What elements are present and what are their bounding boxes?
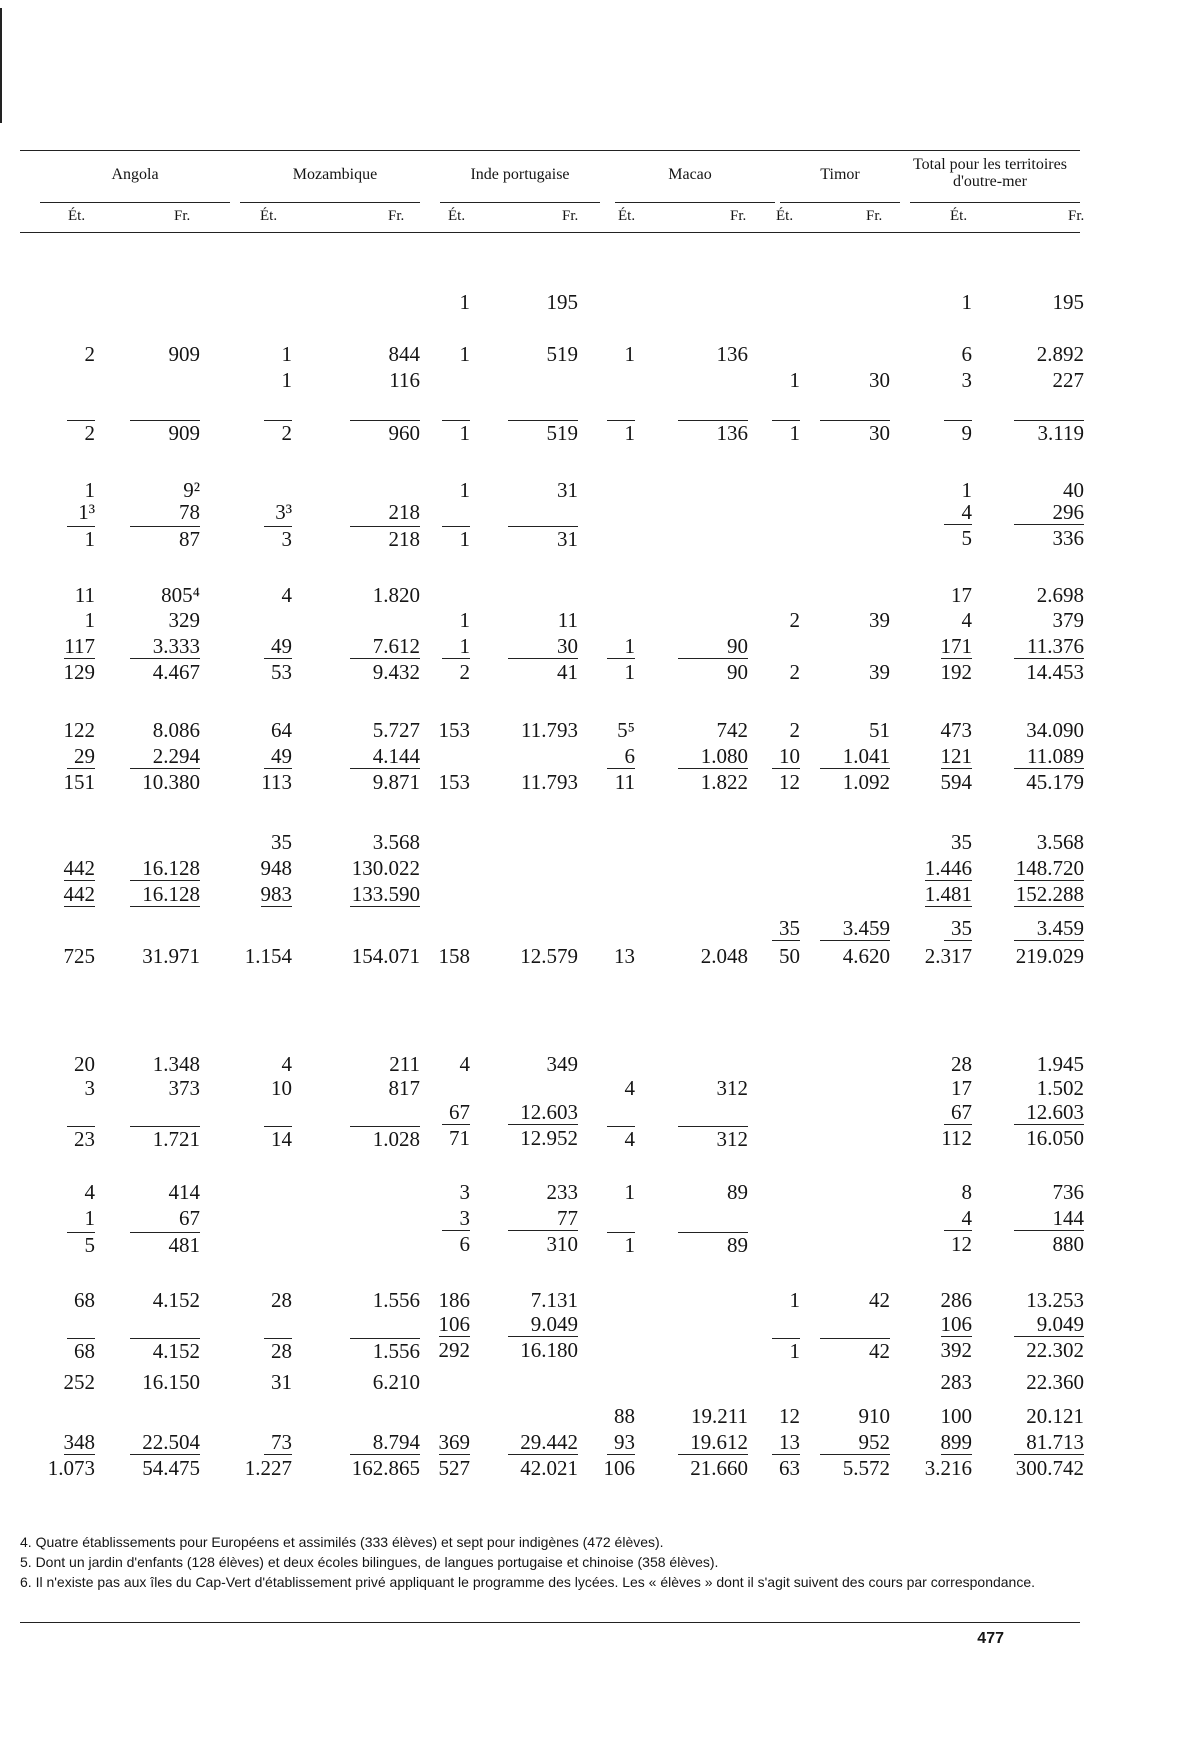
amount-cell: 22.302: [1026, 1338, 1084, 1362]
count-cell: 2: [264, 420, 292, 445]
count-cell: 1: [607, 634, 635, 659]
count-cell: 12: [779, 770, 800, 794]
count-cell: 71: [449, 1126, 470, 1150]
count-cell: 1: [961, 478, 972, 502]
count-cell: 473: [940, 718, 972, 742]
amount-cell: 1.348: [152, 1052, 200, 1076]
margin-mark: [0, 8, 2, 123]
count-cell: 527: [438, 1456, 470, 1480]
count-cell: 122: [63, 718, 95, 742]
amount-cell: 116: [389, 368, 420, 392]
count-cell: 4: [624, 1076, 635, 1100]
amount-cell: 133.590: [351, 882, 420, 906]
count-cell: 283: [940, 1370, 972, 1394]
count-cell: 53: [271, 660, 292, 684]
amount-cell: 2.698: [1036, 583, 1084, 607]
count-cell: 369: [438, 1430, 470, 1454]
count-cell: 68: [67, 1338, 95, 1363]
count-cell: 2: [84, 342, 95, 366]
amount-cell: 16.128: [130, 856, 200, 881]
amount-cell: 130.022: [351, 856, 420, 880]
amount-cell: 31: [557, 478, 578, 502]
count-cell: 1.073: [47, 1456, 95, 1480]
count-cell: 12: [779, 1404, 800, 1428]
count-cell: 948: [260, 856, 292, 880]
count-cell: 23: [67, 1126, 95, 1151]
count-cell: 67: [944, 1100, 972, 1125]
amount-cell: 77: [508, 1206, 578, 1231]
amount-cell: 519: [508, 420, 578, 445]
amount-cell: 296: [1014, 500, 1084, 525]
amount-cell: 16.150: [142, 1370, 200, 1394]
amount-cell: 1.028: [350, 1126, 420, 1151]
count-cell: 13: [772, 1430, 800, 1455]
amount-cell: 11: [557, 608, 578, 632]
count-cell: 171: [940, 634, 972, 658]
amount-cell: 31: [508, 526, 578, 551]
col-inde: Inde portugaise: [470, 166, 570, 183]
count-cell: 192: [940, 660, 972, 684]
amount-cell: 152.288: [1015, 882, 1084, 906]
count-cell: 11: [74, 583, 95, 607]
amount-cell: 1.502: [1036, 1076, 1084, 1100]
count-cell: 3: [961, 368, 972, 392]
amount-cell: 54.475: [142, 1456, 200, 1480]
count-cell: 1.227: [244, 1456, 292, 1480]
amount-cell: 9.049: [1014, 1312, 1084, 1337]
amount-cell: 1.080: [678, 744, 748, 769]
count-cell: 1.446: [924, 856, 972, 880]
amount-cell: 909: [168, 342, 200, 366]
amount-cell: 13.253: [1026, 1288, 1084, 1312]
count-cell: 153: [438, 770, 470, 794]
count-cell: 1: [442, 634, 470, 659]
count-cell: 1.481: [924, 882, 972, 906]
count-cell: 100: [940, 1404, 972, 1428]
count-cell: 1: [961, 290, 972, 314]
count-cell: 3.216: [924, 1456, 972, 1480]
amount-cell: 742: [716, 718, 748, 742]
amount-cell: 5.727: [372, 718, 420, 742]
count-cell: 28: [271, 1288, 292, 1312]
amount-cell: 42: [820, 1338, 890, 1363]
amount-cell: 20.121: [1026, 1404, 1084, 1428]
amount-cell: 42.021: [520, 1456, 578, 1480]
amount-cell: 1.822: [700, 770, 748, 794]
group-rule: [615, 202, 775, 203]
count-cell: 1: [789, 368, 800, 392]
count-cell: 1: [624, 1180, 635, 1204]
amount-cell: 30: [508, 634, 578, 659]
count-cell: 5⁵: [617, 718, 635, 742]
count-cell: 158: [438, 944, 470, 968]
count-cell: 1³: [78, 500, 95, 524]
amount-cell: 844: [388, 342, 420, 366]
count-cell: 2: [459, 660, 470, 684]
amount-cell: 4.152: [130, 1338, 200, 1363]
sub-fr: Fr.: [562, 208, 579, 224]
count-cell: 35: [944, 916, 972, 941]
amount-cell: 41: [557, 660, 578, 684]
amount-cell: 2.294: [130, 744, 200, 769]
count-cell: 442: [63, 882, 95, 906]
count-cell: 112: [941, 1126, 972, 1150]
count-cell: 1: [624, 660, 635, 684]
group-rule: [780, 202, 900, 203]
sub-et: Ét.: [618, 208, 636, 224]
count-cell: 1: [442, 526, 470, 551]
amount-cell: 195: [1052, 290, 1084, 314]
amount-cell: 373: [168, 1076, 200, 1100]
count-cell: 10: [772, 744, 800, 769]
count-cell: 12: [951, 1232, 972, 1256]
top-rule: [20, 150, 1080, 151]
count-cell: 1: [772, 1338, 800, 1363]
amount-cell: 40: [1063, 478, 1084, 502]
amount-cell: 21.660: [690, 1456, 748, 1480]
count-cell: 1: [459, 608, 470, 632]
count-cell: 49: [264, 744, 292, 769]
count-cell: 67: [442, 1100, 470, 1125]
amount-cell: 519: [546, 342, 578, 366]
amount-cell: 89: [727, 1180, 748, 1204]
amount-cell: 30: [820, 420, 890, 445]
amount-cell: 1.092: [842, 770, 890, 794]
count-cell: 153: [438, 718, 470, 742]
count-cell: 117: [64, 634, 95, 658]
count-cell: 186: [438, 1288, 470, 1312]
count-cell: 64: [271, 718, 292, 742]
amount-cell: 45.179: [1026, 770, 1084, 794]
page-number: 477: [977, 1630, 1004, 1647]
amount-cell: 233: [546, 1180, 578, 1204]
amount-cell: 10.380: [142, 770, 200, 794]
count-cell: 63: [779, 1456, 800, 1480]
count-cell: 11: [614, 770, 635, 794]
count-cell: 13: [614, 944, 635, 968]
count-cell: 35: [271, 830, 292, 854]
amount-cell: 16.128: [130, 882, 200, 907]
amount-cell: 12.579: [520, 944, 578, 968]
count-cell: 35: [772, 916, 800, 941]
sub-et: Ét.: [260, 208, 278, 224]
sub-et: Ét.: [950, 208, 968, 224]
amount-cell: 22.360: [1026, 1370, 1084, 1394]
group-rule: [440, 202, 600, 203]
amount-cell: 195: [546, 290, 578, 314]
count-cell: 1: [459, 342, 470, 366]
amount-cell: 22.504: [130, 1430, 200, 1455]
amount-cell: 910: [858, 1404, 890, 1428]
col-timor: Timor: [820, 166, 860, 183]
count-cell: 1: [624, 342, 635, 366]
count-cell: 4: [944, 1206, 972, 1231]
count-cell: 594: [940, 770, 972, 794]
amount-cell: 736: [1052, 1180, 1084, 1204]
amount-cell: 31.971: [142, 944, 200, 968]
count-cell: 5: [67, 1232, 95, 1257]
amount-cell: 211: [389, 1052, 420, 1076]
amount-cell: 78: [179, 500, 200, 524]
amount-cell: 9.432: [372, 660, 420, 684]
amount-cell: 19.211: [691, 1404, 748, 1428]
count-cell: 4: [944, 500, 972, 525]
count-cell: 9: [944, 420, 972, 445]
count-cell: 348: [63, 1430, 95, 1454]
amount-cell: 90: [727, 660, 748, 684]
amount-cell: 312: [716, 1076, 748, 1100]
count-cell: 31: [271, 1370, 292, 1394]
sub-fr: Fr.: [388, 208, 405, 224]
count-cell: 28: [264, 1338, 292, 1363]
col-angola: Angola: [111, 166, 159, 183]
count-cell: 73: [264, 1430, 292, 1455]
count-cell: 1: [67, 526, 95, 551]
amount-cell: 960: [350, 420, 420, 445]
sub-fr: Fr.: [174, 208, 191, 224]
amount-cell: 227: [1052, 368, 1084, 392]
amount-cell: 90: [678, 634, 748, 659]
sub-fr: Fr.: [1068, 208, 1085, 224]
amount-cell: 3.459: [1014, 916, 1084, 941]
amount-cell: 1.556: [350, 1338, 420, 1363]
amount-cell: 4.467: [152, 660, 200, 684]
amount-cell: 4.144: [350, 744, 420, 769]
count-cell: 151: [63, 770, 95, 794]
count-cell: 20: [74, 1052, 95, 1076]
amount-cell: 8.794: [350, 1430, 420, 1455]
amount-cell: 1.945: [1036, 1052, 1084, 1076]
count-cell: 49: [264, 634, 292, 659]
count-cell: 1: [772, 420, 800, 445]
count-cell: 4: [281, 583, 292, 607]
count-cell: 1: [84, 1206, 95, 1230]
count-cell: 8: [961, 1180, 972, 1204]
count-cell: 3: [84, 1076, 95, 1100]
count-cell: 4: [961, 608, 972, 632]
count-cell: 252: [63, 1370, 95, 1394]
amount-cell: 39: [869, 608, 890, 632]
count-cell: 17: [951, 583, 972, 607]
amount-cell: 87: [130, 526, 200, 551]
count-cell: 725: [63, 944, 95, 968]
count-cell: 2: [789, 660, 800, 684]
amount-cell: 11.793: [521, 718, 578, 742]
group-rule: [910, 202, 1080, 203]
amount-cell: 148.720: [1015, 856, 1084, 880]
count-cell: 392: [940, 1338, 972, 1362]
count-cell: 1: [281, 368, 292, 392]
amount-cell: 1.721: [130, 1126, 200, 1151]
count-cell: 3³: [275, 500, 292, 524]
amount-cell: 6.210: [372, 1370, 420, 1394]
amount-cell: 218: [350, 526, 420, 551]
count-cell: 3: [459, 1180, 470, 1204]
count-cell: 68: [74, 1288, 95, 1312]
amount-cell: 136: [678, 420, 748, 445]
count-cell: 35: [951, 830, 972, 854]
amount-cell: 329: [168, 608, 200, 632]
count-cell: 129: [63, 660, 95, 684]
count-cell: 6: [961, 342, 972, 366]
count-cell: 4: [459, 1052, 470, 1076]
count-cell: 2: [67, 420, 95, 445]
amount-cell: 34.090: [1026, 718, 1084, 742]
count-cell: 3: [264, 526, 292, 551]
count-cell: 1.154: [244, 944, 292, 968]
count-cell: 6: [607, 744, 635, 769]
amount-cell: 3.568: [372, 830, 420, 854]
group-rule: [40, 202, 230, 203]
count-cell: 983: [260, 882, 292, 906]
sub-fr: Fr.: [730, 208, 747, 224]
amount-cell: 30: [869, 368, 890, 392]
amount-cell: 310: [546, 1232, 578, 1256]
amount-cell: 19.612: [678, 1430, 748, 1455]
count-cell: 1: [607, 420, 635, 445]
amount-cell: 3.459: [820, 916, 890, 941]
amount-cell: 3.568: [1036, 830, 1084, 854]
amount-cell: 349: [546, 1052, 578, 1076]
amount-cell: 11.089: [1014, 744, 1084, 769]
amount-cell: 2.048: [700, 944, 748, 968]
sub-et: Ét.: [776, 208, 794, 224]
amount-cell: 312: [678, 1126, 748, 1151]
count-cell: 286: [940, 1288, 972, 1312]
amount-cell: 8.086: [152, 718, 200, 742]
count-cell: 14: [264, 1126, 292, 1151]
count-cell: 6: [459, 1232, 470, 1256]
amount-cell: 2.892: [1036, 342, 1084, 366]
count-cell: 2: [789, 608, 800, 632]
amount-cell: 1.041: [820, 744, 890, 769]
amount-cell: 300.742: [1015, 1456, 1084, 1480]
col-mozambique: Mozambique: [292, 166, 378, 183]
count-cell: 1: [442, 420, 470, 445]
amount-cell: 4.620: [842, 944, 890, 968]
amount-cell: 162.865: [351, 1456, 420, 1480]
count-cell: 1: [607, 1232, 635, 1257]
count-cell: 17: [951, 1076, 972, 1100]
amount-cell: 9.871: [372, 770, 420, 794]
sub-et: Ét.: [448, 208, 466, 224]
amount-cell: 11.793: [521, 770, 578, 794]
amount-cell: 89: [678, 1232, 748, 1257]
footnote: 6. Il n'existe pas aux îles du Cap-Vert d'établissement privé appliquant le programme des lycées. Les « élèves » dont il s'agit suivent des cours par correspondance.: [20, 1574, 1036, 1590]
amount-cell: 3.333: [130, 634, 200, 659]
amount-cell: 12.952: [520, 1126, 578, 1150]
count-cell: 1: [459, 478, 470, 502]
footnote: 5. Dont un jardin d'enfants (128 élèves) et deux écoles bilingues, de langues portugaise et chinoise (358 élèves).: [20, 1554, 719, 1570]
header-rule: [20, 232, 1080, 233]
sub-fr: Fr.: [866, 208, 883, 224]
count-cell: 2: [789, 718, 800, 742]
amount-cell: 9.049: [508, 1312, 578, 1337]
amount-cell: 218: [388, 500, 420, 524]
amount-cell: 7.131: [530, 1288, 578, 1312]
amount-cell: 817: [388, 1076, 420, 1100]
col-total: Total pour les territoires d'outre-mer: [913, 156, 1067, 190]
count-cell: 292: [438, 1338, 470, 1362]
amount-cell: 67: [179, 1206, 200, 1230]
count-cell: 442: [63, 856, 95, 880]
amount-cell: 29.442: [508, 1430, 578, 1455]
amount-cell: 136: [716, 342, 748, 366]
group-rule: [240, 202, 420, 203]
count-cell: 93: [607, 1430, 635, 1455]
amount-cell: 81.713: [1014, 1430, 1084, 1455]
count-cell: 50: [779, 944, 800, 968]
count-cell: 899: [940, 1430, 972, 1454]
count-cell: 106: [438, 1312, 470, 1336]
amount-cell: 39: [869, 660, 890, 684]
amount-cell: 909: [130, 420, 200, 445]
amount-cell: 12.603: [508, 1100, 578, 1125]
count-cell: 28: [951, 1052, 972, 1076]
amount-cell: 154.071: [351, 944, 420, 968]
count-cell: 1: [84, 608, 95, 632]
amount-cell: 144: [1014, 1206, 1084, 1231]
amount-cell: 16.180: [520, 1338, 578, 1362]
amount-cell: 5.572: [842, 1456, 890, 1480]
amount-cell: 1.556: [372, 1288, 420, 1312]
col-macao: Macao: [668, 166, 712, 183]
amount-cell: 7.612: [350, 634, 420, 659]
count-cell: 4: [84, 1180, 95, 1204]
count-cell: 106: [603, 1456, 635, 1480]
count-cell: 4: [607, 1126, 635, 1151]
amount-cell: 1.820: [372, 583, 420, 607]
amount-cell: 219.029: [1015, 944, 1084, 968]
footnote: 4. Quatre établissements pour Européens et assimilés (333 élèves) et sept pour indigènes (472 élèves).: [20, 1534, 664, 1550]
amount-cell: 51: [869, 718, 890, 742]
count-cell: 1: [281, 342, 292, 366]
count-cell: 106: [940, 1312, 972, 1336]
amount-cell: 11.376: [1014, 634, 1084, 659]
amount-cell: 4.152: [152, 1288, 200, 1312]
count-cell: 4: [281, 1052, 292, 1076]
bottom-rule: [20, 1622, 1080, 1623]
amount-cell: 481: [130, 1232, 200, 1257]
amount-cell: 12.603: [1014, 1100, 1084, 1125]
amount-cell: 805⁴: [161, 583, 200, 607]
count-cell: 10: [271, 1076, 292, 1100]
count-cell: 3: [442, 1206, 470, 1231]
count-cell: 1: [789, 1288, 800, 1312]
amount-cell: 414: [168, 1180, 200, 1204]
count-cell: 121: [940, 744, 972, 768]
count-cell: 113: [261, 770, 292, 794]
amount-cell: 14.453: [1026, 660, 1084, 684]
amount-cell: 880: [1052, 1232, 1084, 1256]
count-cell: 1: [459, 290, 470, 314]
sub-et: Ét.: [68, 208, 86, 224]
amount-cell: 9²: [183, 478, 200, 502]
count-cell: 2.317: [924, 944, 972, 968]
amount-cell: 379: [1052, 608, 1084, 632]
count-cell: 1: [84, 478, 95, 502]
count-cell: 88: [614, 1404, 635, 1428]
amount-cell: 16.050: [1026, 1126, 1084, 1150]
count-cell: 5: [961, 526, 972, 550]
amount-cell: 952: [820, 1430, 890, 1455]
amount-cell: 42: [869, 1288, 890, 1312]
count-cell: 29: [67, 744, 95, 769]
amount-cell: 3.119: [1014, 420, 1084, 445]
amount-cell: 336: [1052, 526, 1084, 550]
